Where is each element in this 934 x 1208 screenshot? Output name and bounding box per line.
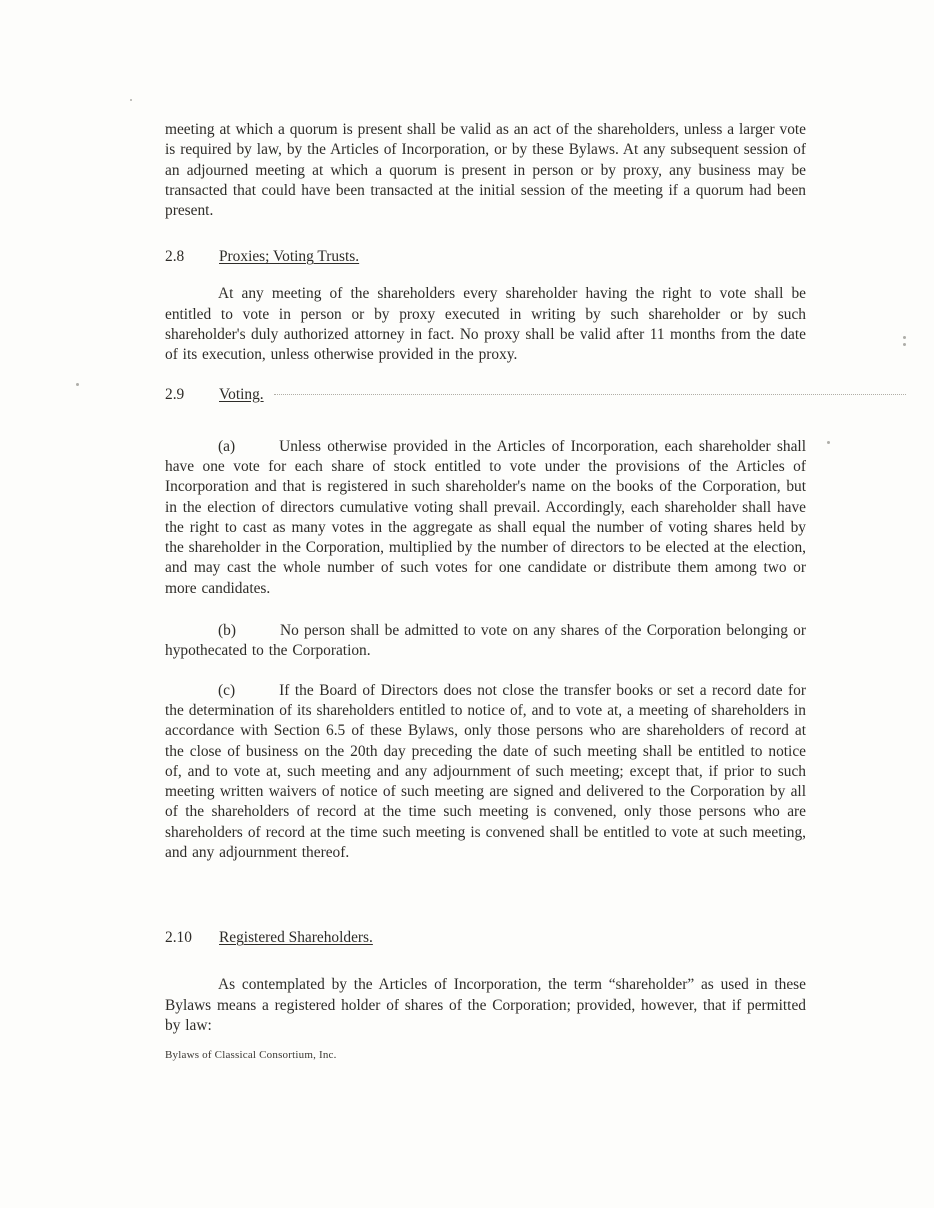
paragraph <box>165 975 806 1036</box>
scan-speck <box>903 336 906 339</box>
paragraph-label: (b) <box>218 622 236 640</box>
paragraph-text: As contemplated by the Articles of Incorporation, the term “shareholder” as used in these Bylaws means a registered holder of shares of the Corporation; provided, however, that if permitted by law: <box>165 976 806 1034</box>
paragraph-text: No person shall be admitted to vote on any shares of the Corporation belonging or hypothecated to the Corporation. <box>165 622 806 660</box>
paragraph <box>165 681 806 864</box>
paragraph <box>165 284 806 365</box>
paragraph <box>165 621 806 662</box>
section-title: Registered Shareholders. <box>219 929 373 947</box>
paragraph <box>165 437 806 599</box>
paragraph-text: Unless otherwise provided in the Articles of Incorporation, each shareholder shall have one vote for each share of stock entitled to vote under the provisions of the Articles of Incorporation and that is registered in such shareholder's name on the books of the Corporation, but in the election of directors cumulative voting shall prevail. Accordingly, each shareholder shall have the right to cast as many votes in the aggregate as shall equal the number of voting shares held by the shareholder in the Corporation, multiplied by the number of directors to be elected at the election, and may cast the whole number of such votes for one candidate or distribute them among two or more candidates. <box>165 437 806 597</box>
paragraph-text: At any meeting of the shareholders every shareholder having the right to vote shall be entitled to vote in person or by proxy executed in writing by such shareholder or by such shareholder's duly authorized attorney in fact. No proxy shall be valid after 11 months from the date of its execution, unless otherwise provided in the proxy. <box>165 285 806 364</box>
paragraph-label: (a) <box>218 437 236 455</box>
section-heading-2-10 <box>165 928 806 948</box>
paragraph-text: If the Board of Directors does not close the transfer books or set a record date for the determination of its shareholders entitled to notice of, and to vote at, a meeting of shareholders in accordance with Section 6.5 of these Bylaws, only those persons who are shareholders of record at the close of business on the 20th day preceding the date of such meeting shall be entitled to notice of, and to vote at, such meeting and any adjournment of such meeting; except that, if prior to such meeting written waivers of notice of such meeting are signed and delivered to the Corporation by all of the shareholders of record at the time such meeting is convened, only those persons who are shareholders of record at the time such meeting is convened shall be entitled to vote at such meeting, and any adjournment thereof. <box>165 681 806 862</box>
section-heading-2-8 <box>165 247 806 267</box>
section-heading-2-9 <box>165 385 806 405</box>
scan-speck <box>827 441 830 444</box>
continuation-paragraph: meeting at which a quorum is present shall be valid as an act of the shareholders, unless a larger vote is required by law, by the Articles of Incorporation, or by these Bylaws. At any subsequent session of an adjourned meeting at which a quorum is present in person or by proxy, any business may be transacted that could have been transacted at the initial session of the meeting if a quorum had been present. <box>165 121 806 220</box>
section-title: Voting. <box>219 385 264 403</box>
document-footer: Bylaws of Classical Consortium, Inc. <box>165 1049 337 1062</box>
section-number: 2.10 <box>165 929 192 947</box>
section-title: Proxies; Voting Trusts. <box>219 248 360 266</box>
scan-speck <box>130 99 132 101</box>
scan-speck <box>76 383 79 386</box>
section-number: 2.9 <box>165 385 185 403</box>
scan-artifact-dotted-line <box>274 394 906 395</box>
section-number: 2.8 <box>165 248 185 266</box>
document-page <box>165 120 806 1061</box>
paragraph-label: (c) <box>218 681 236 699</box>
